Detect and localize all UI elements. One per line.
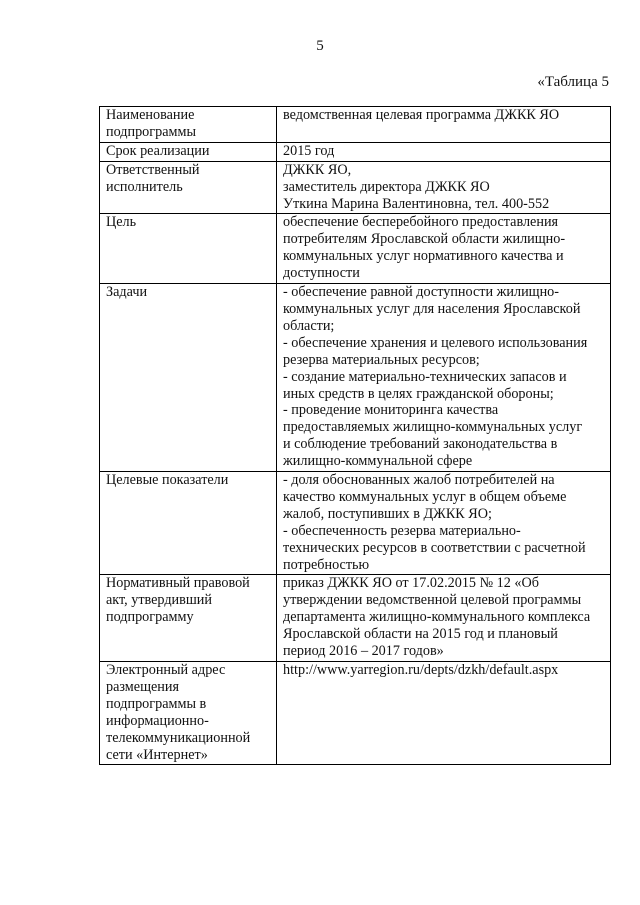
row-label-line: Электронный адрес (106, 662, 226, 678)
table-caption: «Таблица 5 (537, 74, 609, 90)
row-value-line: приказ ДЖКК ЯО от 17.02.2015 № 12 «Об (283, 575, 539, 592)
row-value-line: - обеспеченность резерва материально- (283, 522, 521, 539)
row-value-line: обеспечение бесперебойного предоставления (283, 214, 559, 231)
row-label-line: Целевые показатели (106, 472, 229, 489)
row-value-cell (277, 107, 611, 143)
table-row (100, 107, 611, 143)
row-label-cell (100, 142, 277, 161)
row-value-line: иных средств в целях гражданской обороны; (283, 385, 554, 402)
row-value-line: качество коммунальных услуг в общем объеме (283, 488, 567, 505)
row-value-cell (277, 575, 611, 662)
row-label-line: Срок реализации (106, 142, 210, 159)
row-label-line: Ответственный (106, 161, 200, 178)
row-value-line: - обеспечение равной доступности жилищно- (283, 284, 559, 301)
table-row (100, 142, 611, 161)
row-label-cell (100, 107, 277, 143)
row-label-line: Наименование (106, 107, 195, 123)
row-value-line: - проведение мониторинга качества (283, 402, 499, 419)
row-value-line: предоставляемых жилищно-коммунальных услуг (283, 419, 583, 436)
row-label-cell (100, 214, 277, 284)
row-label-line: подпрограммы в (106, 695, 207, 712)
row-value-line: области; (283, 317, 335, 334)
table-row (100, 472, 611, 575)
row-value-line: заместитель директора ДЖКК ЯО (283, 178, 490, 195)
table-row (100, 662, 611, 765)
row-label-cell (100, 161, 277, 214)
row-value-cell (277, 161, 611, 214)
row-value-cell (277, 284, 611, 472)
row-label-cell (100, 472, 277, 575)
row-value-line: - создание материально-технических запасов и (283, 368, 567, 385)
row-value-line: технических ресурсов в соответствии с расчетной (283, 539, 586, 556)
row-value-line: ДЖКК ЯО, (283, 161, 352, 178)
row-value-line: коммунальных услуг нормативного качества и (283, 248, 564, 265)
row-value-line: потребителям Ярославской области жилищно- (283, 231, 566, 248)
row-value-cell (277, 662, 611, 765)
row-value-line: резерва материальных ресурсов; (283, 351, 480, 368)
row-value-line: потребностью (283, 556, 370, 573)
row-label-line: акт, утвердивший (106, 592, 212, 609)
row-value-line: ведомственная целевая программа ДЖКК ЯО (283, 107, 560, 123)
row-label-line: информационно- (106, 712, 209, 729)
row-label-cell (100, 575, 277, 662)
row-value-line: - доля обоснованных жалоб потребителей на (283, 472, 555, 489)
row-value-line: департамента жилищно-коммунального комплекса (283, 609, 591, 626)
row-value-cell (277, 214, 611, 284)
row-value-line: период 2016 – 2017 годов» (283, 643, 444, 660)
row-value-line: Уткина Марина Валентиновна, тел. 400-552 (283, 195, 550, 212)
page-number: 5 (316, 38, 324, 54)
row-label-line: Задачи (106, 284, 148, 301)
row-label-line: подпрограммы (106, 123, 196, 140)
row-value-line: доступности (283, 265, 360, 282)
row-label-line: телекоммуникационной (106, 729, 251, 746)
row-value-line: утверждении ведомственной целевой программы (283, 592, 582, 609)
row-label-line: исполнитель (106, 178, 183, 195)
row-label-line: сети «Интернет» (106, 746, 208, 763)
row-label-cell (100, 284, 277, 472)
row-value-line: жалоб, поступивших в ДЖКК ЯО; (283, 505, 492, 522)
table-row (100, 284, 611, 472)
row-value-cell (277, 142, 611, 161)
table-body (100, 107, 611, 765)
row-label-line: подпрограмму (106, 609, 194, 626)
row-label-line: Нормативный правовой (106, 575, 250, 592)
row-label-line: Цель (106, 214, 137, 231)
row-label-line: размещения (106, 678, 180, 695)
table-row (100, 161, 611, 214)
row-value-line: 2015 год (283, 142, 335, 159)
table-row (100, 214, 611, 284)
row-value-line: коммунальных услуг для населения Ярославской (283, 300, 581, 317)
row-value-line: жилищно-коммунальной сфере (283, 453, 473, 470)
row-label-cell (100, 662, 277, 765)
row-value-line: Ярославской области на 2015 год и плановый (283, 626, 558, 643)
row-value-line: и соблюдение требований законодательства в (283, 436, 558, 453)
row-value-cell (277, 472, 611, 575)
table-row (100, 575, 611, 662)
row-value-line: - обеспечение хранения и целевого использования (283, 334, 588, 351)
subprogram-passport-table (99, 106, 611, 765)
row-value-line: http://www.yarregion.ru/depts/dzkh/default.aspx (283, 662, 559, 678)
